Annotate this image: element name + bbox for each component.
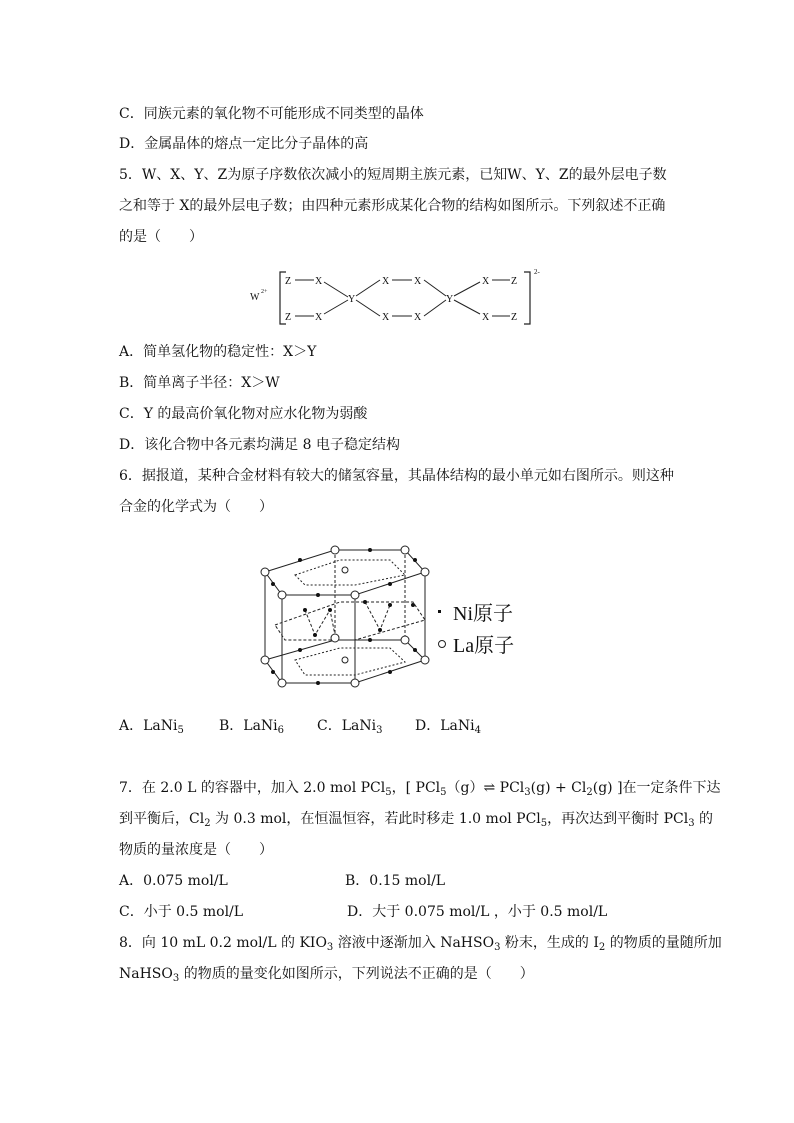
question-7-options-row-1: [119, 871, 445, 891]
la-atom: [331, 546, 339, 554]
ni-atom: [303, 608, 307, 612]
la-atom: [278, 591, 286, 599]
mid-dashed: [305, 610, 335, 635]
ni-atom: [313, 633, 317, 637]
line-option-d-prev: D．金属晶体的熔点一定比分子晶体的高: [119, 136, 369, 152]
ni-legend-label: Ni原子: [453, 603, 513, 625]
atom-x: X: [482, 312, 490, 323]
w-cation-charge: 2+: [261, 289, 268, 295]
option-a: A．LaNi$_5$: [119, 718, 184, 736]
question-6-line-1: 6．据报道，某种合金材料有较大的储氢容量，其晶体结构的最小单元如右图所示。则这种: [119, 468, 674, 484]
la-atom: [261, 656, 269, 664]
ni-legend-marker: [438, 610, 441, 613]
option-b: B．0.15 mol/L: [345, 873, 446, 889]
la-atom: [421, 656, 429, 664]
la-atom: [342, 657, 348, 663]
la-atom: [351, 679, 359, 687]
la-atom: [401, 636, 409, 644]
question-5-line-2: 之和等于 X的最外层电子数；由四种元素形成某化合物的结构如图所示。下列叙述不正确: [119, 198, 666, 214]
bond: [454, 282, 480, 296]
la-atom: [401, 546, 409, 554]
option-c: C．LaNi$_3$: [317, 718, 383, 736]
ni-atom: [316, 593, 320, 597]
bond: [454, 300, 480, 314]
la-atom: [278, 679, 286, 687]
ni-atom: [411, 603, 415, 607]
ni-atom: [388, 670, 392, 674]
atom-x: X: [414, 312, 422, 323]
question-5-line-1: 5．W、X、Y、Z为原子序数依次减小的短周期主族元素，已知W、Y、Z的最外层电子数: [119, 167, 667, 183]
ni-atom: [316, 681, 320, 685]
question-7-line-2: 到平衡后，$Cl_2$ 为 0.3 mol，在恒温恒容，若此时移走 1.0 mol PCl$_5$，再次达到平衡时 PCl$_3$ 的: [119, 811, 714, 829]
ni-atom: [271, 582, 275, 586]
atom-x: X: [414, 276, 422, 287]
ni-atom: [328, 608, 332, 612]
atom-z: Z: [511, 276, 518, 287]
question-5-line-3: 的是（ ）: [119, 229, 203, 245]
middle-layer: [275, 602, 425, 640]
mid-dashed: [365, 602, 390, 630]
w-cation-label: W: [250, 292, 260, 303]
anion-charge: 2-: [534, 268, 540, 276]
ni-atom: [413, 558, 417, 562]
ni-atom: [298, 558, 302, 562]
atom-x: X: [382, 276, 390, 287]
ni-atom: [368, 638, 372, 642]
right-bracket: [524, 272, 530, 324]
atom-y: Y: [446, 294, 454, 305]
top-inner-ring: [295, 560, 405, 585]
bond: [324, 282, 348, 297]
option-b: B．LaNi$_6$: [219, 718, 285, 736]
compound-structure-figure: [240, 262, 560, 330]
atom-x: X: [315, 312, 323, 323]
ni-atom: [363, 600, 367, 604]
atom-x: X: [315, 276, 323, 287]
question-7-line-3: 物质的量浓度是（ ）: [119, 842, 273, 858]
question-6-options: [119, 716, 481, 741]
crystal-cell-figure: [255, 540, 545, 690]
line-option-c-prev: C．同族元素的氧化物不可能形成不同类型的晶体: [119, 106, 424, 122]
bond: [424, 300, 446, 316]
question-8-line-2: NaHSO$_3$ 的物质的量变化如图所示，下列说法不正确的是（ ）: [119, 966, 534, 984]
ni-atom: [413, 648, 417, 652]
question-5-option-a: A．简单氢化物的稳定性：X＞Y: [119, 344, 317, 360]
ni-atom: [298, 648, 302, 652]
atom-y: Y: [348, 294, 356, 305]
bond: [424, 280, 446, 296]
ni-atom: [388, 603, 392, 607]
question-7-line-1: 7．在 2.0 L 的容器中，加入 2.0 mol PCl$_5$，[ PCl$_5$（g）⇌ $PCl_3(g) + Cl_2(g)$ ]在一定条件下达: [119, 780, 721, 798]
ni-atom: [368, 548, 372, 552]
question-5-option-b: B．简单离子半径：X＞W: [119, 375, 280, 391]
option-c: C．小于 0.5 mol/L: [119, 904, 244, 920]
bond: [356, 300, 380, 316]
option-d: D．LaNi$_4$: [415, 718, 481, 736]
la-atom: [331, 634, 339, 642]
question-5-option-d: D．该化合物中各元素均满足 8 电子稳定结构: [119, 437, 401, 453]
la-legend-marker: [439, 641, 446, 648]
bond: [356, 280, 380, 296]
option-d: D．大于 0.075 mol/L ，小于 0.5 mol/L: [347, 904, 608, 920]
atom-x: X: [482, 276, 490, 287]
atom-x: X: [382, 312, 390, 323]
atom-z: Z: [285, 276, 292, 287]
la-atom: [342, 567, 348, 573]
ni-atom: [271, 670, 275, 674]
ni-atom: [378, 628, 382, 632]
atom-z: Z: [511, 312, 518, 323]
la-legend-label: La原子: [453, 635, 515, 657]
question-6-line-2: 合金的化学式为（ ）: [119, 499, 273, 515]
bond: [324, 300, 348, 314]
option-a: A．0.075 mol/L: [119, 873, 228, 889]
ni-atom: [388, 582, 392, 586]
question-7-options-row-2: [119, 902, 607, 922]
la-atom: [261, 568, 269, 576]
la-atom: [351, 591, 359, 599]
question-5-option-c: C．Y 的最高价氧化物对应水化物为弱酸: [119, 406, 368, 422]
atom-z: Z: [285, 312, 292, 323]
question-8-line-1: 8．向 10 mL 0.2 mol/L 的 $KIO_3$ 溶液中逐渐加入 NaHSO$_3$ 粉末，生成的 $I_2$ 的物质的量随所加: [119, 935, 722, 953]
la-atom: [421, 568, 429, 576]
